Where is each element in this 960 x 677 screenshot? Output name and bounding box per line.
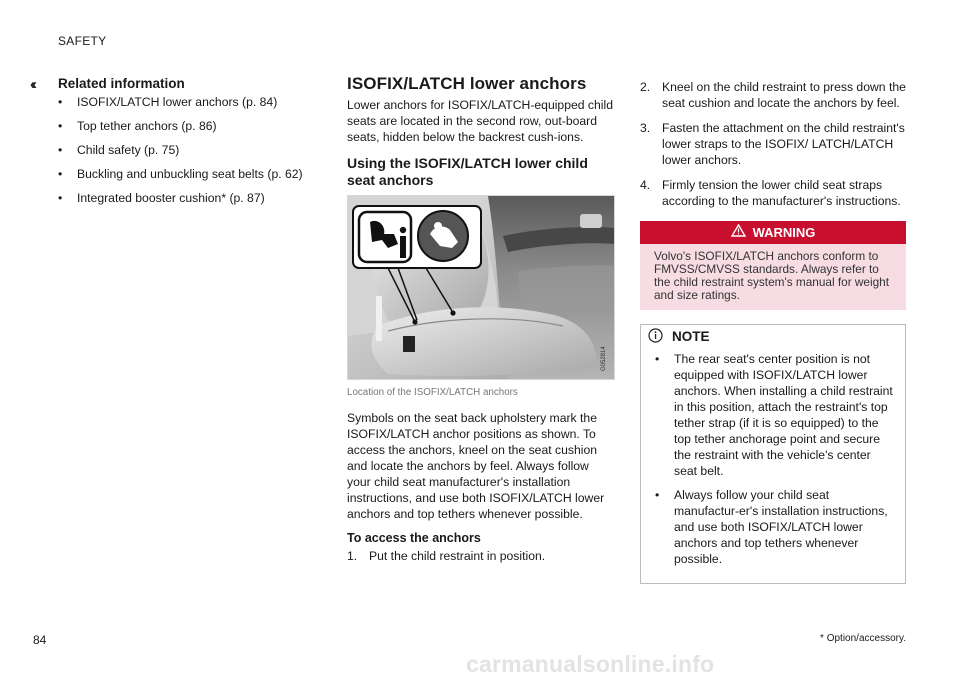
note-box xyxy=(640,324,906,584)
warning-text: Volvo's ISOFIX/LATCH anchors conform to FMVSS/CMVSS standards. Always refer to the child restraint system's manual for weight and size ratings. xyxy=(640,244,906,310)
watermark: carmanualsonline.info xyxy=(466,651,715,677)
page-title: ISOFIX/LATCH lower anchors xyxy=(347,74,587,93)
footnote: * Option/accessory. xyxy=(820,633,906,644)
step-item: 4. Firmly tension the lower child seat straps according to the manufacturer's instructions. xyxy=(640,178,901,208)
access-title: To access the anchors xyxy=(347,531,481,545)
related-link-booster-cushion[interactable]: • Integrated booster cushion* (p. 87) xyxy=(58,190,318,206)
related-list xyxy=(58,94,318,206)
related-link-seat-belts[interactable]: • Buckling and unbuckling seat belts (p. 62) xyxy=(58,166,318,182)
seat-photo xyxy=(348,196,615,380)
main-article xyxy=(347,76,615,573)
note-item: • The rear seat's center position is not equipped with ISOFIX/LATCH lower anchors. When installing a child restraint in this position, attach the restraint's top tether strap (if it is so equipped) to the top tether anchorage point and secure the restraint with the vehicle's center seat belt. xyxy=(655,351,897,479)
body-text: Symbols on the seat back upholstery mark the ISOFIX/LATCH anchor positions as shown. To access the anchors, kneel on the seat cushion and locate the anchors by feel. Always follow your child seat manufacturer's installation instructions, and use both ISOFIX/LATCH lower anchors and top tethers whenever possible. xyxy=(347,411,605,521)
page-number: 84 xyxy=(33,633,47,647)
step-item: 2. Kneel on the child restraint to press down the seat cushion and locate the anchors by feel. xyxy=(640,80,906,110)
seat-anchor-illustration xyxy=(347,195,615,380)
warning-triangle-icon xyxy=(731,224,746,241)
warning-box xyxy=(640,221,906,310)
note-list xyxy=(641,349,905,583)
related-link-top-tether[interactable]: • Top tether anchors (p. 86) xyxy=(58,118,318,134)
section-header: SAFETY xyxy=(58,34,107,48)
warning-header xyxy=(640,221,906,244)
note-item: • Always follow your child seat manufactur-er's installation instructions, and use both ISOFIX/LATCH lower anchors and top tethers whenever possible. xyxy=(655,487,897,567)
right-column xyxy=(640,79,906,584)
warning-title: WARNING xyxy=(752,224,816,240)
note-header xyxy=(641,325,905,349)
steps-list-part2 xyxy=(640,79,906,209)
figure-code: G052814 xyxy=(601,346,607,371)
step-item: 3. Fasten the attachment on the child restraint's lower straps to the ISOFIX/ LATCH/LATCH lower anchors. xyxy=(640,121,905,167)
related-title: Related information xyxy=(58,76,185,91)
related-link-lower-anchors[interactable]: • ISOFIX/LATCH lower anchors (p. 84) xyxy=(58,94,318,110)
back-nav-icon[interactable]: ‹‹ xyxy=(30,76,34,93)
steps-list-part1 xyxy=(347,548,615,564)
section-subtitle: Using the ISOFIX/LATCH lower child seat anchors xyxy=(347,155,588,188)
related-link-child-safety[interactable]: • Child safety (p. 75) xyxy=(58,142,318,158)
figure-caption: Location of the ISOFIX/LATCH anchors xyxy=(347,387,518,398)
info-icon xyxy=(648,328,663,347)
note-title: NOTE xyxy=(672,329,710,344)
intro-text: Lower anchors for ISOFIX/LATCH-equipped child seats are located in the second row, out-board seats, hidden below the backrest cush-ions. xyxy=(347,98,613,144)
related-information xyxy=(58,76,318,214)
step-item: 1. Put the child restraint in position. xyxy=(347,549,546,563)
